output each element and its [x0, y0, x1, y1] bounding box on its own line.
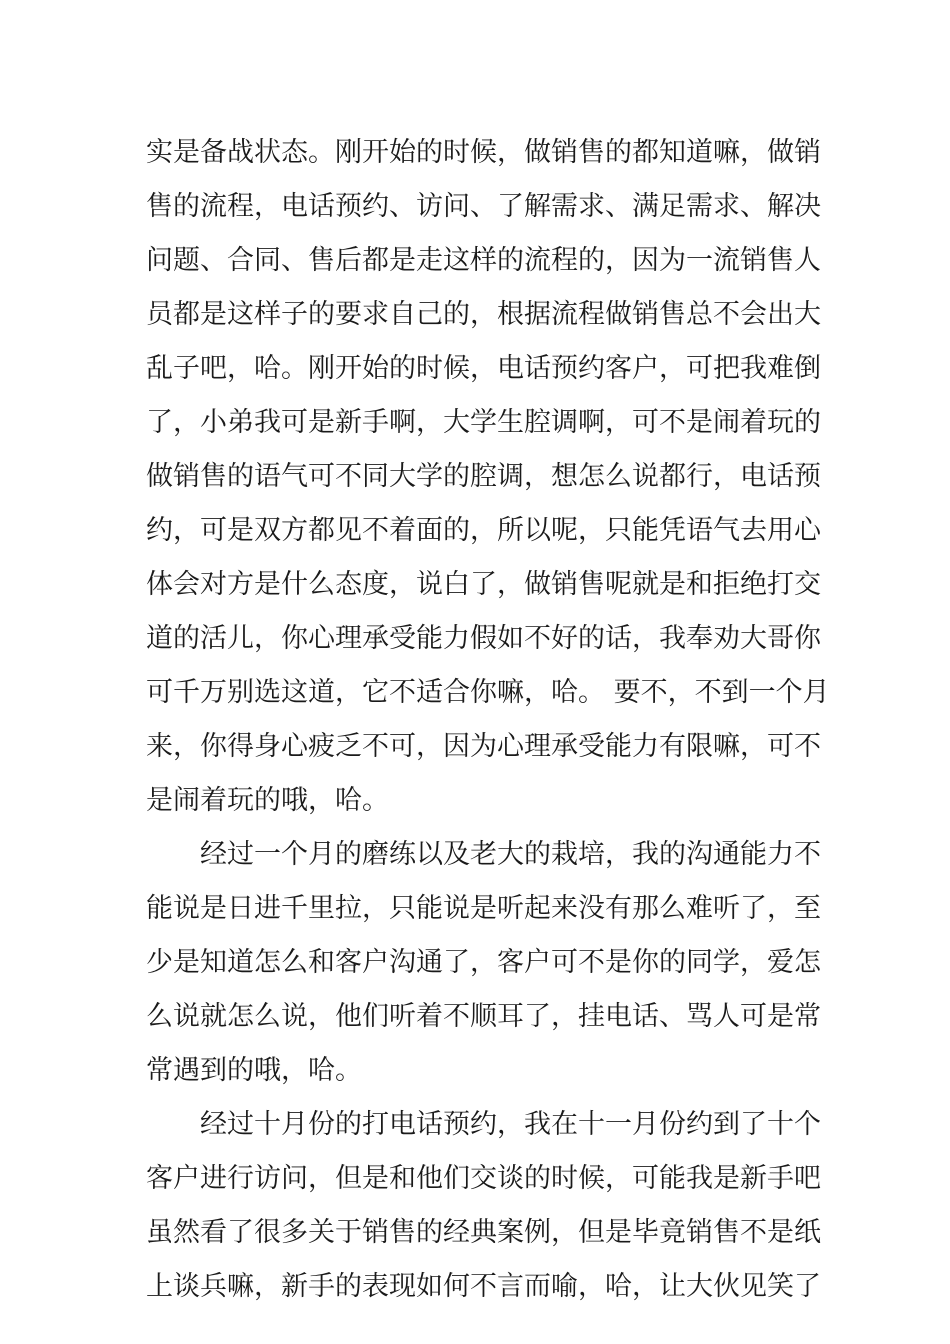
text-line: 实是备战状态。刚开始的时候，做销售的都知道嘛，做销	[146, 137, 821, 168]
text-line: 么说就怎么说，他们听着不顺耳了，挂电话、骂人可是常	[146, 1001, 821, 1032]
paragraph-2	[146, 828, 821, 1098]
text-line: 经过一个月的磨练以及老大的栽培，我的沟通能力不	[200, 839, 821, 870]
text-line: 经过十月份的打电话预约，我在十一月份约到了十个	[200, 1109, 821, 1140]
text-line: 虽然看了很多关于销售的经典案例，但是毕竟销售不是纸	[146, 1217, 821, 1248]
text-line: 客户进行访问，但是和他们交谈的时候，可能我是新手吧	[146, 1163, 821, 1194]
text-line: 道的活儿，你心理承受能力假如不好的话，我奉劝大哥你	[146, 623, 821, 654]
text-line: 少是知道怎么和客户沟通了，客户可不是你的同学，爱怎	[146, 947, 821, 978]
text-line: 可千万别选这道，它不适合你嘛，哈。 要不，不到一个月	[146, 677, 830, 708]
document-body	[146, 126, 830, 1314]
paragraph-1	[146, 126, 830, 828]
text-line: 了，小弟我可是新手啊，大学生腔调啊，可不是闹着玩的	[146, 407, 821, 438]
text-line: 常遇到的哦，哈。	[146, 1055, 362, 1086]
text-line: 能说是日进千里拉，只能说是听起来没有那么难听了，至	[146, 893, 821, 924]
text-line: 约，可是双方都见不着面的，所以呢，只能凭语气去用心	[146, 515, 821, 546]
text-line: 乱子吧，哈。刚开始的时候，电话预约客户，可把我难倒	[146, 353, 821, 384]
text-line: 做销售的语气可不同大学的腔调，想怎么说都行，电话预	[146, 461, 821, 492]
text-line: 员都是这样子的要求自己的，根据流程做销售总不会出大	[146, 299, 821, 330]
text-line: 上谈兵嘛，新手的表现如何不言而喻，哈，让大伙见笑了	[146, 1271, 821, 1302]
text-line: 体会对方是什么态度，说白了，做销售呢就是和拒绝打交	[146, 569, 821, 600]
text-line: 售的流程，电话预约、访问、了解需求、满足需求、解决	[146, 191, 821, 222]
text-line: 问题、合同、售后都是走这样的流程的，因为一流销售人	[146, 245, 821, 276]
paragraph-3	[146, 1098, 821, 1314]
text-line: 来，你得身心疲乏不可，因为心理承受能力有限嘛，可不	[146, 731, 821, 762]
text-line: 是闹着玩的哦，哈。	[146, 785, 389, 816]
